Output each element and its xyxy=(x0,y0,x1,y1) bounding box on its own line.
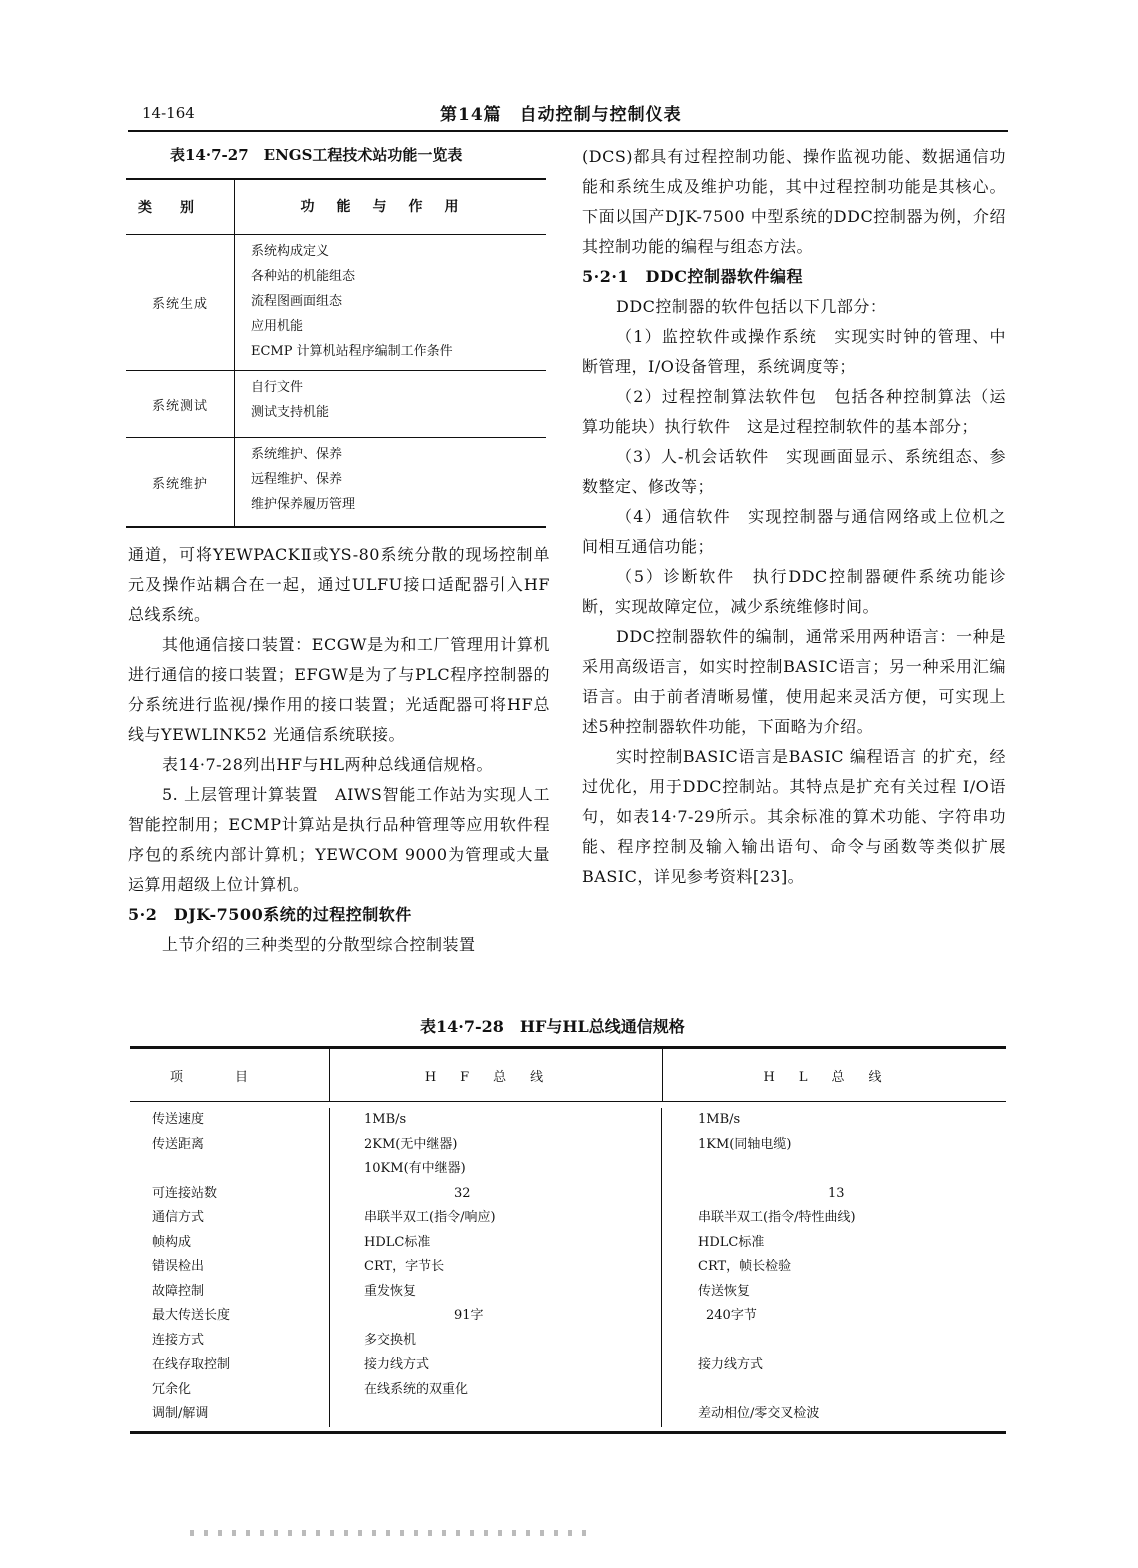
table28-hf-cell: HDLC标准 xyxy=(364,1234,431,1250)
table28-col-item: 项 目 xyxy=(130,1049,330,1101)
table28-col-hf: HF总线 xyxy=(330,1049,663,1101)
page-number: 14-164 xyxy=(142,104,195,122)
table28-hl-cell: 接力线方式 xyxy=(698,1357,764,1372)
table28-item-cell: 传送速度 xyxy=(152,1112,205,1127)
table27-item: ECMP 计算机站程序编制工作条件 xyxy=(251,344,453,359)
table28-hl-cell: 1MB/s xyxy=(698,1112,741,1127)
table28-hl-cell: CRT，帧长检验 xyxy=(698,1259,792,1274)
table28-item-cell: 调制/解调 xyxy=(152,1406,209,1421)
paragraph: 通道，可将YEWPACKⅡ或YS-80系统分散的现场控制单元及操作站耦合在一起，通过ULFU接口适配器引入HF总线系统。 xyxy=(128,545,550,624)
table27-item: 系统构成定义 xyxy=(251,244,330,259)
table28-item-cell: 连接方式 xyxy=(152,1332,205,1348)
table28-item-cell: 通信方式 xyxy=(152,1210,205,1225)
table28-hl-cell xyxy=(698,1329,1006,1354)
table27-items xyxy=(235,438,546,526)
table28-hl-column xyxy=(662,1108,1006,1427)
table27-col-category: 类别 xyxy=(126,180,235,234)
table27-item: 远程维护、保养 xyxy=(251,472,343,487)
table28-hf-cell: 2KM(无中继器) xyxy=(364,1136,458,1152)
paragraph: 5. 上层管理计算装置 AIWS智能工作站为实现人工智能控制用；ECMP计算站是执行品种管理等应用软件程序包的系统内部计算机；YEWCOM 9000为管理或大量运算用超级上位计算机。 xyxy=(128,785,550,894)
table28-body xyxy=(130,1102,1006,1431)
table28-hf-cell: 重发恢复 xyxy=(364,1283,417,1299)
table28-hf-cell: 32 xyxy=(454,1185,471,1201)
table27-item: 应用机能 xyxy=(251,319,304,334)
table27-row xyxy=(126,371,546,438)
table28-item-cell: 冗余化 xyxy=(152,1381,192,1397)
table27-item: 流程图画面组态 xyxy=(251,294,343,309)
table28-item-cell: 在线存取控制 xyxy=(152,1357,231,1372)
table28-hl-cell: HDLC标准 xyxy=(698,1234,765,1250)
table28-hf-cell: 接力线方式 xyxy=(364,1357,430,1372)
scan-marks xyxy=(190,1530,590,1536)
table27-col-function: 功能与作用 xyxy=(300,198,481,215)
paragraph: （1）监控软件或操作系统 实现实时钟的管理、中断管理，I/O设备管理，系统调度等； xyxy=(582,327,1006,376)
table27-item: 测试支持机能 xyxy=(251,405,330,420)
table27-category: 系统测试 xyxy=(126,371,235,437)
table28-col-hl: HL总线 xyxy=(763,1069,906,1085)
table28 xyxy=(130,1046,1006,1434)
table28-hl-cell: 13 xyxy=(828,1185,845,1201)
table27-category: 系统维护 xyxy=(126,438,235,526)
table27-item: 自行文件 xyxy=(251,380,304,395)
paragraph: （5）诊断软件 执行DDC控制器硬件系统功能诊断，实现故障定位，减少系统维修时间。 xyxy=(582,567,1006,616)
table28-hf-cell: 91字 xyxy=(454,1308,484,1323)
table28-item-cell: 可连接站数 xyxy=(152,1185,218,1201)
table27-item: 各种站的机能组态 xyxy=(251,269,356,284)
table28-hf-column xyxy=(330,1108,662,1427)
paragraph: DDC控制器软件的编制，通常采用两种语言：一种是采用高级语言，如实时控制BASIC语言；另一种采用汇编语言。由于前者清晰易懂，使用起来灵活方便，可实现上述5种控制器软件功能，下面略为介绍。 xyxy=(582,627,1006,736)
table27-caption: 表14·7-27 ENGS工程技术站功能一览表 xyxy=(170,146,463,164)
table27-items xyxy=(235,235,546,370)
table28-hl-cell: 串联半双工(指令/特性曲线) xyxy=(698,1210,856,1225)
paragraph: （2）过程控制算法软件包 包括各种控制算法（运算功能块）执行软件 这是过程控制软件的基本部分； xyxy=(582,387,1006,436)
table27 xyxy=(126,178,546,528)
paragraph: (DCS)都具有过程控制功能、操作监视功能、数据通信功能和系统生成及维护功能，其中过程控制功能是其核心。下面以国产DJK-7500 中型系统的DDC控制器为例，介绍其控制功能的编程与组态方法。 xyxy=(582,147,1006,256)
table28-hl-cell xyxy=(698,1378,1006,1403)
header-rule xyxy=(128,130,1008,132)
table28-hl-cell: 1KM(同轴电缆) xyxy=(698,1136,792,1152)
paragraph: 表14·7-28列出HF与HL两种总线通信规格。 xyxy=(162,755,494,774)
table27-item: 系统维护、保养 xyxy=(251,447,343,462)
table28-item-column xyxy=(130,1108,330,1427)
table28-item-cell: 传送距离 xyxy=(152,1136,205,1152)
section-heading: 5·2·1 DDC控制器软件编程 xyxy=(582,267,804,286)
section-heading: 5·2 DJK-7500系统的过程控制软件 xyxy=(128,905,412,924)
paragraph: 上节介绍的三种类型的分散型综合控制装置 xyxy=(162,935,476,954)
table28-item-cell xyxy=(152,1157,329,1182)
table28-header xyxy=(130,1049,1006,1102)
table28-item-cell: 故障控制 xyxy=(152,1283,205,1299)
paragraph: 其他通信接口装置：ECGW是为和工厂管理用计算机进行通信的接口装置；EFGW是为了与PLC程序控制器的分系统进行监视/操作用的接口装置；光适配器可将HF总线与YEWLINK52 光通信系统联接。 xyxy=(128,635,550,744)
table28-item-cell: 帧构成 xyxy=(152,1234,192,1250)
paragraph: DDC控制器的软件包括以下几部分： xyxy=(616,297,887,316)
paragraph: 实时控制BASIC语言是BASIC 编程语言 的扩充，经过优化，用于DDC控制站。其特点是扩充有关过程 I/O语句，如表14·7-29所示。其余标准的算术功能、字符串功能、程序控制及输入输出语句、命令与函数等类似扩展BASIC，详见参考资料[23]。 xyxy=(582,747,1006,886)
table27-items xyxy=(235,371,546,437)
table27-row xyxy=(126,438,546,526)
table28-hf-cell: 10KM(有中继器) xyxy=(364,1161,466,1176)
table28-hf-cell xyxy=(364,1402,661,1427)
table28-hf-cell: CRT，字节长 xyxy=(364,1259,445,1274)
table27-category: 系统生成 xyxy=(126,235,235,370)
table27-header xyxy=(126,180,546,235)
table28-hl-cell: 差动相位/零交叉检波 xyxy=(698,1406,820,1421)
paragraph: （4）通信软件 实现控制器与通信网络或上位机之间相互通信功能； xyxy=(582,507,1006,556)
table28-hf-cell: 多交换机 xyxy=(364,1332,417,1348)
table28-hf-cell: 1MB/s xyxy=(364,1112,407,1127)
chapter-title: 第14篇 自动控制与控制仪表 xyxy=(440,105,682,125)
table28-hl-cell: 传送恢复 xyxy=(698,1283,751,1299)
table28-item-cell: 最大传送长度 xyxy=(152,1308,231,1323)
table28-item-cell: 错误检出 xyxy=(152,1259,205,1274)
table28-hl-cell: 240字节 xyxy=(706,1308,757,1323)
right-column-text xyxy=(582,142,1006,892)
table28-caption: 表14·7-28 HF与HL总线通信规格 xyxy=(420,1017,685,1036)
table27-row xyxy=(126,235,546,371)
table27-item: 维护保养履历管理 xyxy=(251,497,356,512)
left-column-text xyxy=(128,540,550,960)
table28-hf-cell: 串联半双工(指令/响应) xyxy=(364,1210,496,1225)
table28-hl-cell xyxy=(698,1157,1006,1182)
table28-hf-cell: 在线系统的双重化 xyxy=(364,1381,469,1397)
paragraph: （3）人-机会话软件 实现画面显示、系统组态、参数整定、修改等； xyxy=(582,447,1006,496)
